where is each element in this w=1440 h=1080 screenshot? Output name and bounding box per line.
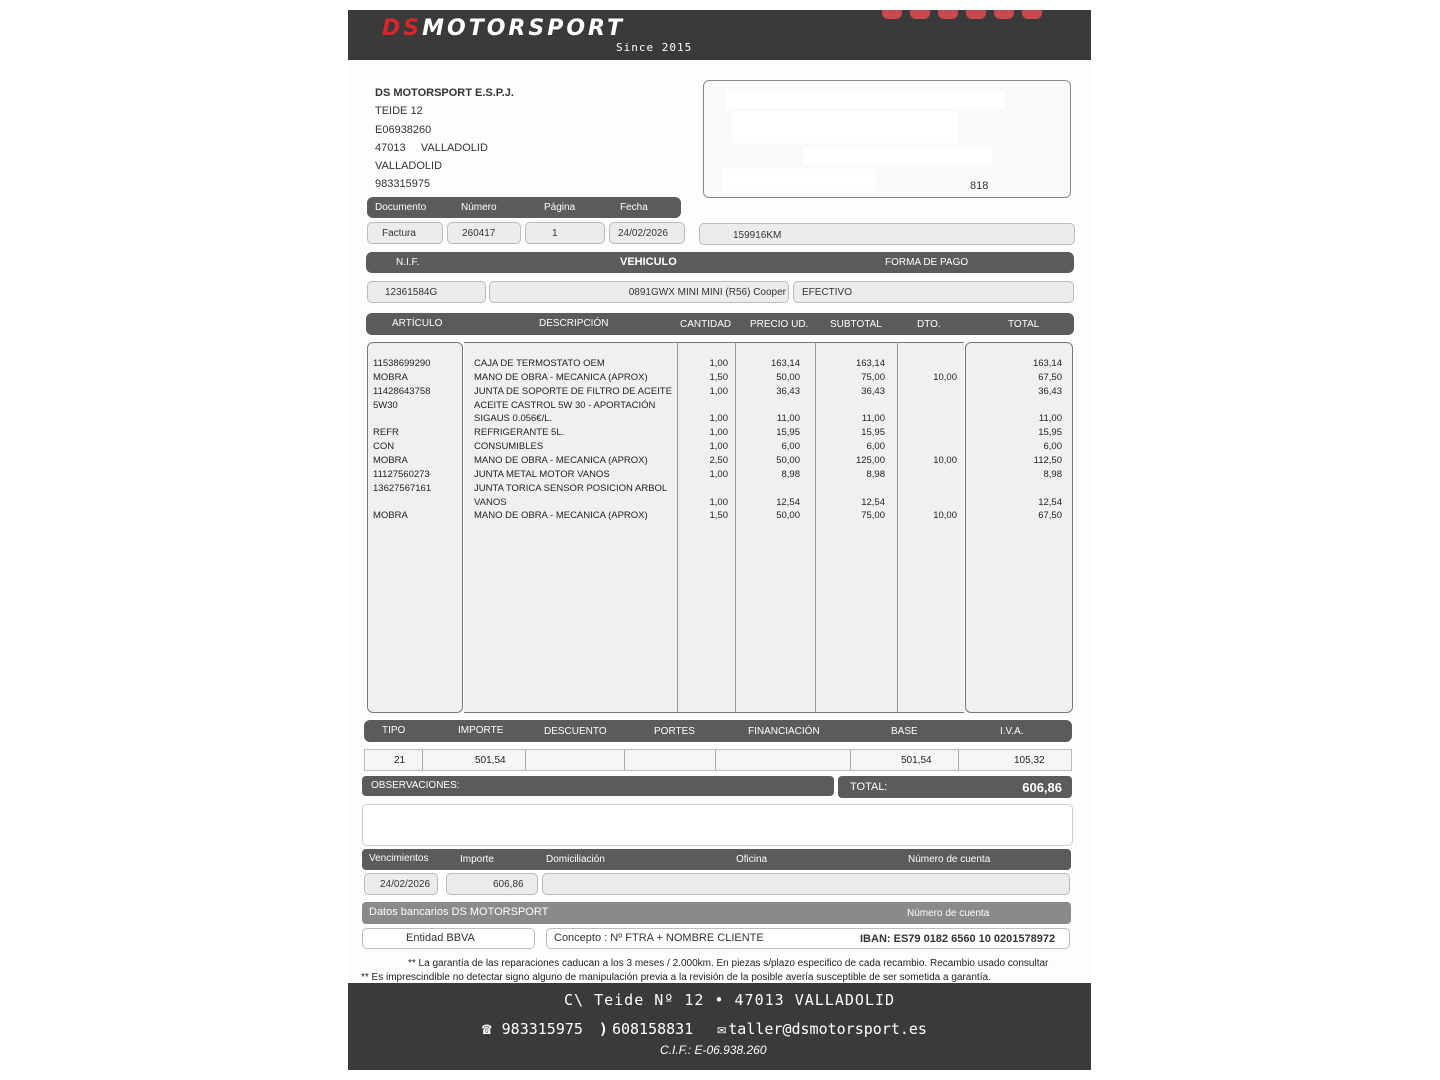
item-sub: 36,43	[861, 385, 885, 397]
total-value: 606,86	[1022, 780, 1062, 795]
nif-label: N.I.F.	[396, 257, 420, 268]
item-precio: 163,14	[770, 358, 800, 369]
item-precio: 50,00	[776, 454, 800, 466]
item-cant: 1,50	[709, 510, 728, 522]
tax-col-base: BASE	[891, 726, 918, 737]
document-header-bar	[367, 197, 681, 218]
bank-account-label: Número de cuenta	[907, 908, 990, 919]
brand-logo	[382, 16, 625, 41]
tyre-icon	[882, 10, 902, 19]
nif-value: 12361584G	[367, 281, 486, 303]
item-precio: 6,00	[781, 441, 800, 453]
bank-account-field	[542, 873, 1070, 895]
footer-cif: C.I.F.: E-06.938.260	[660, 1043, 767, 1057]
divider	[422, 750, 423, 770]
table-row	[348, 358, 1091, 372]
tax-values-row	[364, 749, 1072, 771]
item-art: 11538699290	[373, 358, 431, 369]
table-row	[348, 427, 1091, 441]
item-art: 11428643758	[373, 385, 431, 397]
doc-number-value: 260417	[447, 222, 521, 244]
due-date-value: 24/02/2026	[364, 873, 438, 895]
total-label: TOTAL:	[850, 781, 888, 793]
item-desc: MANO DE OBRA - MECANICA (APROX)	[474, 371, 648, 383]
table-row	[348, 469, 1091, 483]
tax-col-financiacion: FINANCIACIÓN	[748, 726, 820, 737]
table-row	[348, 510, 1091, 524]
item-sub: 75,00	[861, 371, 885, 383]
tax-tipo-value: 21	[394, 755, 406, 766]
table-row	[348, 386, 1091, 400]
table-row	[348, 483, 1091, 497]
item-desc: JUNTA DE SOPORTE DE FILTRO DE ACEITE	[474, 385, 672, 397]
item-cant: 1,00	[709, 358, 728, 369]
divider	[715, 750, 716, 770]
item-desc: JUNTA METAL MOTOR VANOS	[474, 468, 610, 480]
redacted-block	[726, 91, 1004, 109]
item-sub: 6,00	[866, 441, 885, 453]
total-bar	[838, 776, 1072, 798]
doc-type-value: Factura	[367, 222, 443, 244]
item-sub: 163,14	[855, 358, 885, 369]
tax-header-bar	[364, 720, 1072, 742]
item-art: MOBRA	[373, 510, 408, 522]
divider	[958, 750, 959, 770]
pay-col-domiciliacion: Domiciliación	[546, 854, 605, 865]
item-total: 12,54	[1038, 496, 1062, 508]
item-art: CON	[373, 441, 395, 453]
item-total: 36,43	[1038, 385, 1062, 397]
doc-date-value: 24/02/2026	[609, 222, 685, 244]
item-desc: CAJA DE TERMOSTATO OEM	[474, 358, 605, 369]
item-precio: 8,98	[781, 468, 800, 480]
vehicle-value: 0891GWX MINI MINI (R56) Cooper	[489, 281, 789, 303]
doc-page-value: 1	[525, 222, 605, 244]
company-street: TEIDE 12	[375, 105, 423, 118]
item-precio: 11,00	[776, 413, 800, 425]
bank-details-box	[546, 928, 1070, 949]
km-value: 159916KM	[699, 223, 1075, 245]
item-total: 67,50	[1038, 510, 1062, 522]
table-row	[348, 413, 1091, 427]
item-desc: JUNTA TORICA SENSOR POSICION ARBOL	[474, 482, 668, 494]
tax-col-tipo: TIPO	[382, 725, 406, 736]
company-info	[375, 84, 514, 194]
item-cant: 1,00	[709, 427, 728, 439]
table-row	[348, 400, 1091, 414]
item-art: MOBRA	[373, 371, 408, 383]
manipulation-note: ** Es imprescindible no detectar signo alguno de manipulación previa a la revisión de la posible avería susceptible de ser sometida a garantía.	[361, 972, 991, 983]
tax-col-descuento: DESCUENTO	[544, 726, 607, 737]
gear-icon	[1022, 10, 1042, 19]
company-postal: 47013 VALLADOLID	[375, 141, 488, 154]
item-cant: 1,00	[709, 496, 728, 508]
tools-icon	[938, 10, 958, 19]
item-art: 13627567161	[373, 482, 432, 494]
item-total: 15,95	[1038, 427, 1062, 439]
observations-bar	[362, 776, 834, 796]
item-art: REFR	[373, 427, 399, 439]
wrench-icon	[910, 10, 930, 19]
item-total: 112,50	[1033, 454, 1062, 466]
table-row	[348, 497, 1091, 511]
item-total: 67,50	[1038, 371, 1062, 383]
footer-address: C\ Teide Nº 12 • 47013 VALLADOLID	[564, 991, 896, 1009]
item-cant: 1,50	[709, 371, 728, 383]
item-precio: 12,54	[776, 496, 800, 508]
tax-importe-value: 501,54	[475, 755, 506, 766]
divider	[624, 750, 625, 770]
item-total: 8,98	[1043, 468, 1062, 480]
oil-icon	[994, 10, 1014, 19]
payment-method-value: EFECTIVO	[793, 281, 1074, 303]
service-icons	[882, 10, 1042, 22]
item-cant: 2,50	[709, 454, 728, 466]
divider	[525, 750, 526, 770]
page-label: Página	[544, 202, 576, 213]
pay-col-cuenta: Número de cuenta	[908, 854, 991, 865]
vehicle-label: VEHICULO	[620, 256, 677, 268]
footer	[348, 983, 1091, 1070]
observations-box	[362, 804, 1073, 846]
item-sub: 15,95	[861, 427, 885, 439]
tax-col-iva: I.V.A.	[1000, 726, 1024, 737]
item-desc: CONSUMIBLES	[474, 441, 544, 453]
item-desc: REFRIGERANTE 5L.	[474, 427, 565, 439]
mail-icon: ✉	[717, 1019, 727, 1038]
item-art: 11127560273	[373, 468, 430, 480]
item-sub: 8,98	[866, 468, 885, 480]
footer-email: taller@dsmotorsport.es	[728, 1019, 927, 1038]
company-name: DS MOTORSPORT E.S.P.J.	[375, 87, 514, 99]
item-sub: 75,00	[861, 510, 885, 522]
item-desc: MANO DE OBRA - MECANICA (APROX)	[474, 454, 648, 466]
table-row	[348, 441, 1091, 455]
item-total: 163,14	[1032, 358, 1062, 369]
items-header-bar	[366, 313, 1074, 335]
col-total: TOTAL	[1008, 319, 1040, 330]
mobile-icon: )	[598, 1019, 608, 1038]
item-dto: 10,00	[933, 454, 957, 466]
item-sub: 11,00	[861, 413, 885, 425]
item-precio: 50,00	[776, 371, 800, 383]
redacted-block	[804, 147, 992, 165]
table-row	[348, 455, 1091, 469]
client-address-box	[703, 80, 1071, 198]
bank-concept: Concepto : Nº FTRA + NOMBRE CLIENTE	[554, 932, 764, 944]
since-label: Since 2015	[616, 41, 693, 54]
client-number: 818	[970, 180, 989, 192]
item-sub: 125,00	[855, 454, 885, 466]
bank-entity: Entidad BBVA	[362, 928, 535, 949]
invoice-page	[348, 10, 1091, 1070]
item-cant: 1,00	[709, 468, 728, 480]
footer-mobile: 608158831	[611, 1019, 694, 1038]
bank-iban: IBAN: ES79 0182 6560 10 0201578972	[860, 933, 1056, 945]
pay-col-importe: Importe	[460, 854, 494, 865]
item-total: 6,00	[1043, 441, 1062, 453]
payment-method-label: FORMA DE PAGO	[885, 257, 969, 268]
tax-col-portes: PORTES	[654, 726, 695, 737]
item-desc: ACEITE CASTROL 5W 30 - APORTACIÓN	[474, 399, 656, 411]
item-sub: 12,54	[861, 496, 885, 508]
redacted-block	[722, 169, 876, 191]
observations-label: OBSERVACIONES:	[371, 780, 460, 791]
telephone-icon: ☎	[482, 1019, 492, 1038]
bank-header-bar	[362, 902, 1071, 924]
car-lift-icon	[966, 10, 986, 19]
col-precio: PRECIO UD.	[750, 319, 809, 330]
item-precio: 50,00	[776, 510, 800, 522]
warranty-note: ** La garantía de las reparaciones caducan a los 3 meses / 2.000km. En piezas s/plazo especifico de cada recambio. Recambio usado consultar	[408, 958, 1049, 969]
doc-label: Documento	[375, 202, 427, 213]
col-cantidad: CANTIDAD	[680, 319, 732, 330]
due-amount-value: 606,86	[446, 873, 538, 895]
item-desc: VANOS	[474, 496, 507, 508]
tax-col-importe: IMPORTE	[458, 725, 504, 736]
item-precio: 36,43	[776, 385, 800, 397]
footer-phone: 983315975	[501, 1019, 583, 1038]
item-total: 11,00	[1038, 413, 1062, 425]
pay-col-oficina: Oficina	[736, 854, 768, 865]
item-desc: SIGAUS 0.056€/L.	[474, 413, 553, 425]
item-dto: 10,00	[933, 510, 957, 522]
item-cant: 1,00	[709, 441, 728, 453]
vehicle-header-bar	[366, 252, 1074, 273]
item-desc: MANO DE OBRA - MECANICA (APROX)	[474, 510, 648, 522]
logo-rest: MOTORSPORT	[422, 16, 625, 41]
items-body	[348, 358, 1091, 558]
company-phone: 983315975	[375, 178, 431, 191]
tax-iva-value: 105,32	[1014, 755, 1045, 766]
item-art: 5W30	[373, 399, 398, 411]
date-label: Fecha	[620, 202, 648, 213]
company-cif: E06938260	[375, 123, 432, 136]
item-precio: 15,95	[776, 427, 800, 439]
header-curve	[348, 38, 1091, 78]
logo-prefix: DS	[382, 16, 423, 41]
table-row	[348, 372, 1091, 386]
divider	[850, 750, 851, 770]
col-dto: DTO.	[917, 319, 941, 330]
item-dto: 10,00	[933, 371, 957, 383]
item-cant: 1,00	[709, 385, 728, 397]
col-subtotal: SUBTOTAL	[830, 319, 882, 330]
bank-title: Datos bancarios DS MOTORSPORT	[369, 906, 549, 918]
num-label: Número	[461, 202, 497, 213]
item-cant: 1,00	[709, 413, 728, 425]
tax-base-value: 501,54	[901, 755, 932, 766]
payment-header-bar	[362, 849, 1071, 870]
col-articulo: ARTÍCULO	[392, 318, 443, 329]
col-descripcion: DESCRIPCIÓN	[539, 318, 609, 329]
redacted-block	[732, 111, 958, 143]
item-art: MOBRA	[373, 454, 408, 466]
company-city: VALLADOLID	[375, 160, 443, 173]
pay-col-vencimientos: Vencimientos	[369, 853, 429, 864]
footer-contacts	[482, 1019, 927, 1038]
